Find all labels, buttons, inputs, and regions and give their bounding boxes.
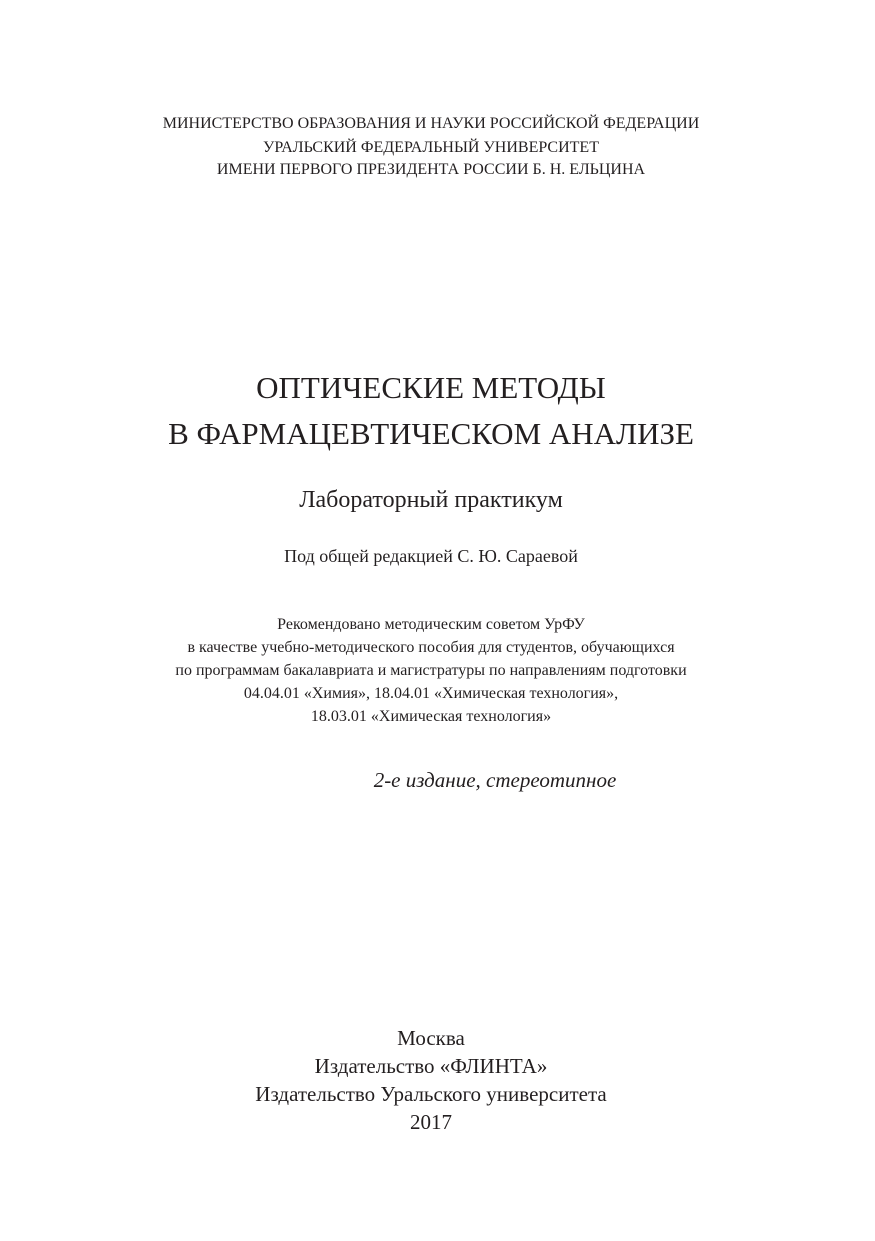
book-title-line-2: В ФАРМАЦЕВТИЧЕСКОМ АНАЛИЗЕ (168, 416, 694, 451)
imprint-publisher-1: Издательство «ФЛИНТА» (314, 1054, 548, 1078)
imprint-city: Москва (397, 1026, 465, 1050)
recommendation-line-2: в качестве учебно-методического пособия для студентов, обучающихся (187, 639, 675, 656)
institution-line-1: МИНИСТЕРСТВО ОБРАЗОВАНИЯ И НАУКИ РОССИЙСКОЙ ФЕДЕРАЦИИ (162, 115, 700, 132)
imprint-publisher-2: Издательство Уральского университета (255, 1082, 607, 1106)
imprint-year: 2017 (410, 1110, 452, 1134)
book-title-line-1: ОПТИЧЕСКИЕ МЕТОДЫ (256, 370, 606, 405)
institution-line-2: УРАЛЬСКИЙ ФЕДЕРАЛЬНЫЙ УНИВЕРСИТЕТ (263, 139, 599, 156)
book-subtitle: Лабораторный практикум (299, 487, 563, 513)
recommendation-line-1: Рекомендовано методическим советом УрФУ (277, 616, 585, 633)
recommendation-line-4: 04.04.01 «Химия», 18.04.01 «Химическая технология», (243, 685, 619, 702)
edition-note: 2-е издание, стереотипное (373, 768, 617, 792)
recommendation-line-3: по программам бакалавриата и магистратуры по направлениям подготовки (175, 662, 687, 679)
recommendation-line-5: 18.03.01 «Химическая технология» (310, 708, 552, 725)
institution-line-3: ИМЕНИ ПЕРВОГО ПРЕЗИДЕНТА РОССИИ Б. Н. ЕЛЬЦИНА (216, 161, 646, 178)
editor-credit: Под общей редакцией С. Ю. Сараевой (284, 546, 578, 566)
